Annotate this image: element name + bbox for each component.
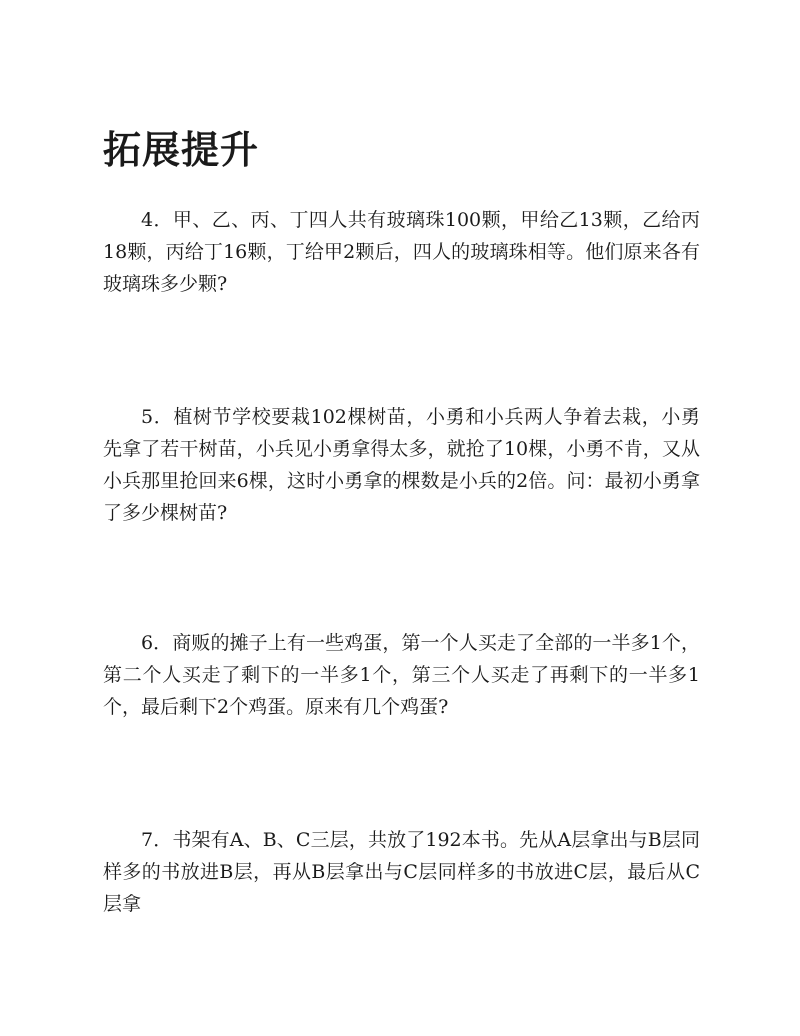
problem-4: 4．甲、乙、丙、丁四人共有玻璃珠100颗，甲给乙13颗，乙给丙18颗，丙给丁16颗，丁给甲2颗后，四人的玻璃珠相等。他们原来各有玻璃珠多少颗? bbox=[103, 209, 700, 295]
problem-6: 6．商贩的摊子上有一些鸡蛋，第一个人买走了全部的一半多1个，第二个人买走了剩下的一半多1个，第三个人买走了再剩下的一半多1个，最后剩下2个鸡蛋。原来有几个鸡蛋? bbox=[103, 632, 700, 718]
problem-7: 7．书架有A、B、C三层，共放了192本书。先从A层拿出与B层同样多的书放进B层，再从B层拿出与C层同样多的书放进C层，最后从C层拿 bbox=[103, 829, 700, 915]
problem-5: 5．植树节学校要栽102棵树苗，小勇和小兵两人争着去栽，小勇先拿了若干树苗，小兵见小勇拿得太多，就抢了10棵，小勇不肯，又从小兵那里抢回来6棵，这时小勇拿的棵数是小兵的2倍。问：最初小勇拿了多少棵树苗? bbox=[103, 406, 700, 524]
section-title: 拓展提升 bbox=[103, 128, 260, 172]
